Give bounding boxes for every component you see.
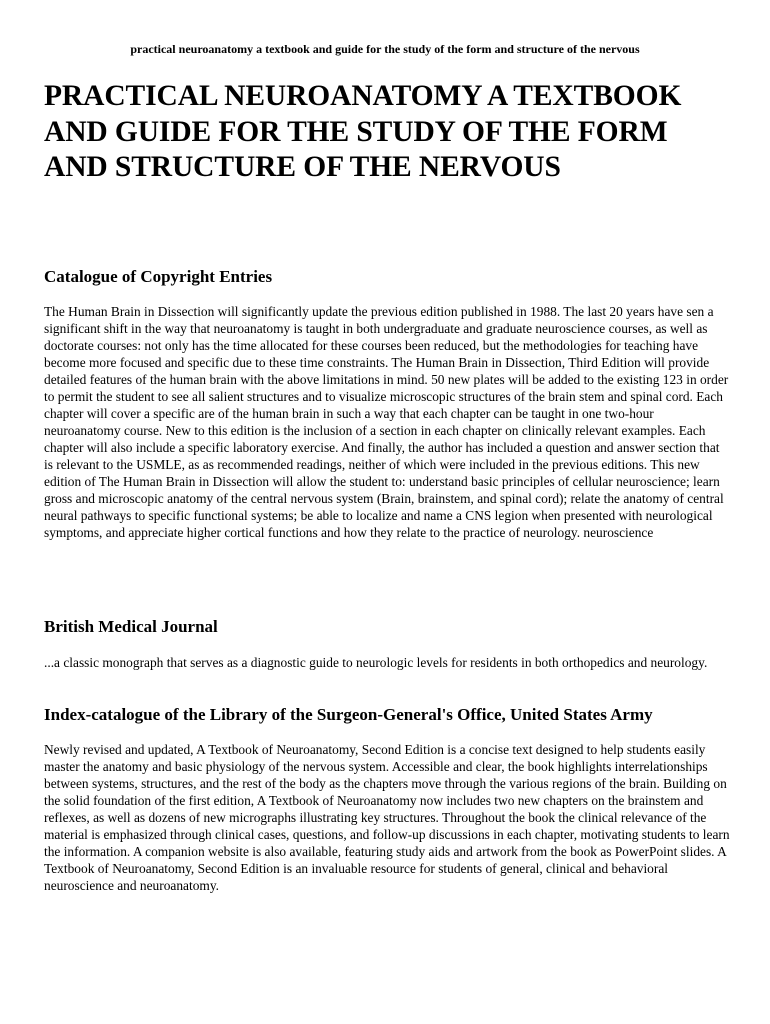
section-heading-british-medical-journal: British Medical Journal — [44, 617, 218, 636]
section-body-copyright-entries: The Human Brain in Dissection will significantly update the previous edition published in 1988. The last 20 years have sen a significant shift in the way that neuroanatomy is taught in both undergraduate and graduate neuroscience courses, as well as doctorate courses: not only has the time allocated for these courses been reduced, but the methodologies for teaching have become more focused and specific due to these time constraints. The Human Brain in Dissection, Third Edition will provide detailed features of the human brain with the above limitations in mind. 50 new plates will be added to the existing 123 in order to permit the student to see all salient structures and to visualize microscopic structures of the brain stem and spinal cord. Each chapter will cover a specific are of the human brain in such a way that each chapter can be taught in one two-hour neuroanatomy course. New to this edition is the inclusion of a section in each chapter on clinically relevant examples. Each chapter will also include a specific laboratory exercise. And finally, the author has included a question and answer section that is relevant to the USMLE, as as recommended readings, neither of which were included in the previous editions. This new edition of The Human Brain in Dissection will allow the student to: understand basic principles of cellular neuroscience; learn gross and microscopic anatomy of the central nervous system (Brain, brainstem, and spinal cord); relate the anatomy of central neural pathways to specific functional systems; be able to localize and name a CNS legion when presented with neurological symptoms, and appreciate higher cortical functions and how they relate to the practice of neurology. neuroscience — [44, 304, 729, 540]
page-title: PRACTICAL NEUROANATOMY A TEXTBOOK AND GUIDE FOR THE STUDY OF THE FORM AND STRUCTURE OF THE NERVOUS — [44, 80, 682, 183]
section-body-index-catalogue: Newly revised and updated, A Textbook of Neuroanatomy, Second Edition is a concise text designed to help students easily master the anatomy and basic physiology of the nervous system. Accessible and clear, the book highlights interrelationships between systems, structures, and the rest of the body as the chapters move through the various regions of the brain. Building on the solid foundation of the first edition, A Textbook of Neuroanatomy now includes two new chapters on the brainstem and reflexes, as well as dozens of new micrographs illustrating key structures. Throughout the book the clinical relevance of the material is emphasized through clinical cases, questions, and follow-up discussions in each chapter, motivating students to learn the information. A companion website is also available, featuring study aids and artwork from the book as PowerPoint slides. A Textbook of Neuroanatomy, Second Edition is an invaluable resource for students of general, clinical and behavioral neuroscience and neuroanatomy. — [44, 742, 730, 893]
section-heading-index-catalogue: Index-catalogue of the Library of the Surgeon-General's Office, United States Army — [44, 705, 653, 724]
section-heading-copyright-entries: Catalogue of Copyright Entries — [44, 267, 273, 286]
section-body-british-medical-journal: ...a classic monograph that serves as a diagnostic guide to neurologic levels for residents in both orthopedics and neurology. — [44, 655, 708, 670]
running-header: practical neuroanatomy a textbook and guide for the study of the form and structure of the nervous — [130, 42, 640, 56]
